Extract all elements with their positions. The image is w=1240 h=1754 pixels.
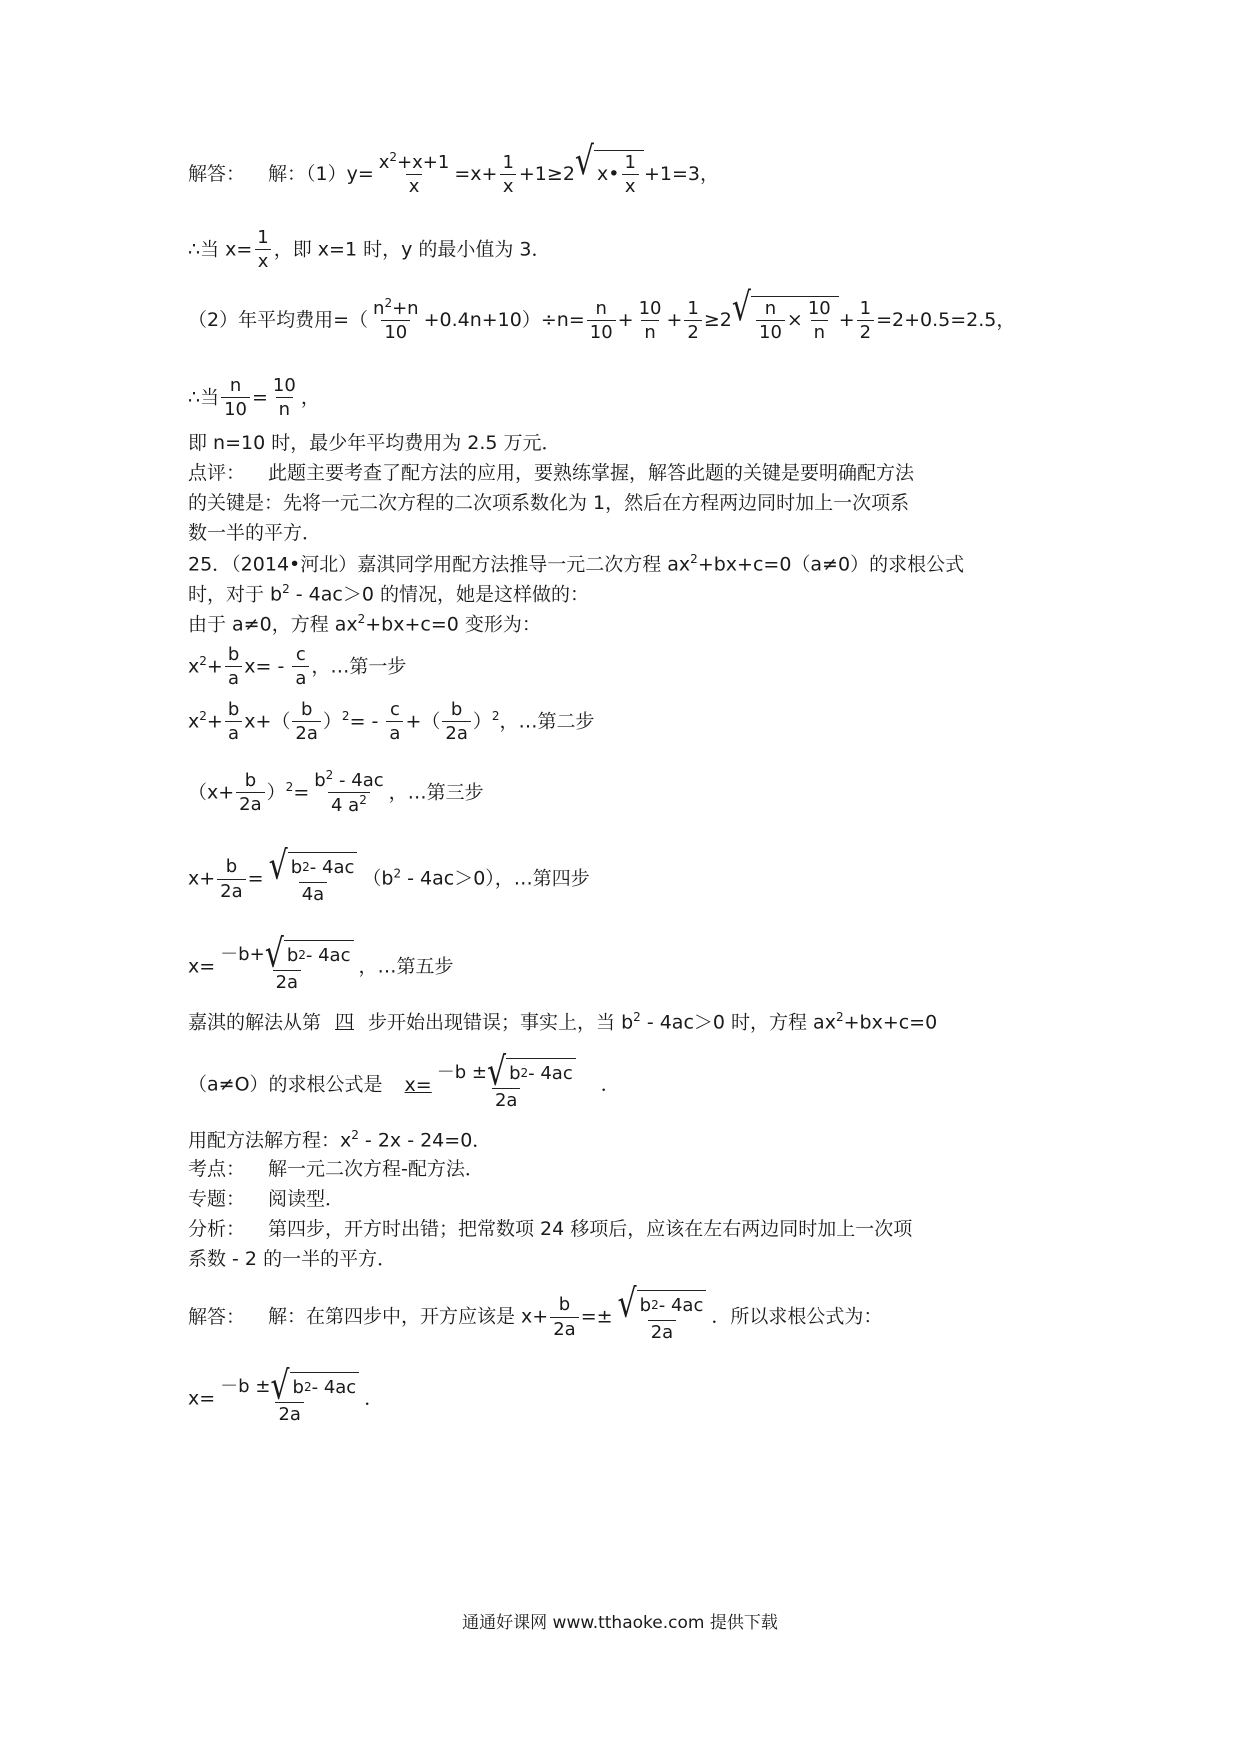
q24-line5: 即 n=10 时，最少年平均费用为 2.5 万元． [188,432,561,454]
final-formula-line: x= －b ± √ b 2 - 4ac 2a ． [188,1363,384,1425]
q25-intro-2: 时，对于 $b^2 - 4ac>0$ 的情况，她是这样做的： [188,582,589,606]
comment-line-3: 数一半的平方． [188,522,322,544]
kaodian-line: 考点： 解一元二次方程-配方法． [188,1158,484,1180]
q25-intro-3: 由于 a≠0，方程 $ax^2+bx+c=0$ 变形为： [188,612,541,636]
q24-part1-line: 解答： 解：（1）y= $\frac{x^2+x+1}{x}$ =x+ $\frac{1}{x}$ +1≥2 √ x • $\frac{1}{x}$ +1=3， [188,138,719,198]
fenxi-line-1: 分析： 第四步，开方时出错；把常数项 24 移项后，应该在左右两边同时加上一次项 [188,1218,913,1240]
answer-label: 解答： [188,162,246,185]
q24-part2-line: （2）年平均费用=（ $\frac{n^2+n}{10}$ +0.4n+10）÷n= $\frac{n}{10}$ + $\frac{10}{n}$ + $\frac{1}{2}$ ≥2 √ $\frac{n}{10}$ × $\frac{10}{n}$ + $\frac{1}{2}$ =2+0.5=2.5， [188,284,1016,344]
fraction: $\frac{1}{x}$ [499,151,516,199]
zhuanti-line: 专题： 阅读型． [188,1188,345,1210]
comment-line-2: 的关键是：先将一元二次方程的二次项系数化为 1，然后在方程两边同时加上一次项系 [188,492,910,514]
sqrt: √ x • $\frac{1}{x}$ [575,150,644,199]
step-2: $x^2+$ $\frac{b}{a}$ x+（ $\frac{b}{2a}$ ）$^2$= - $\frac{c}{a}$ +（ $\frac{b}{2a}$ ）$^2$，…第二步 [188,699,595,745]
answer-blank: 四 [335,1011,355,1034]
answer-line: 解答： 解：在第四步中，开方应该是 x+ $\frac{b}{2a}$ =± √ b 2 - 4ac 2a ．所以求根公式为： [188,1281,883,1343]
step-4: x+ $\frac{b}{2a}$ = √ b 2 - 4ac 4a $(b^2 - 4ac>0)$，…第四步 [188,843,590,905]
q24-line4: ∴当 $\frac{n}{10}$ = $\frac{10}{n}$ ， [188,375,320,421]
result-line-2: （a≠O）的求根公式是 x= －b ± √ b 2 - 4ac 2a ． [188,1049,620,1111]
fraction: $\frac{x^2+x+1}{x}$ [378,150,450,198]
comment-line-1: 点评： 此题主要考查了配方法的应用，要熟练掌握，解答此题的关键是要明确配方法 [188,462,915,484]
footer-text: 通通好课网 www.tthaoke.com 提供下载 [462,1613,778,1633]
text: 解：（1）y= [268,162,374,185]
q25-intro-1: 25．（2014•河北）嘉淇同学用配方法推导一元二次方程 $ax^2+bx+c=0(a\ne 0)$的求根公式 [188,552,965,576]
formula-blank: x= －b ± √ b 2 - 4ac 2a [383,1074,601,1096]
step-5: x= －b+ √ b 2 - 4ac 2a ，…第五步 [188,931,454,993]
q24-line2: ∴当 x= $\frac{1}{x}$ ，即 x=1 时，y 的最小值为 3． [188,227,551,273]
step-3: （x+ $\frac{b}{2a}$ ）$^2$= $\frac{b^2 - 4ac}{4 a^2}$ ，…第三步 [188,768,484,817]
step-1: $x^2+$ $\frac{b}{a}$ x= - $\frac{c}{a}$ ，…第一步 [188,644,407,690]
result-line-1: 嘉淇的解法从第 四 步开始出现错误；事实上，当 $b^2 - 4ac>0$ 时，方程 $ax^2+bx+c=0$ [188,1010,938,1034]
fenxi-line-2: 系数 - 2 的一半的平方． [188,1248,397,1270]
task-line: 用配方法解方程：$x^2 - 2x - 24=0$． [188,1128,492,1152]
